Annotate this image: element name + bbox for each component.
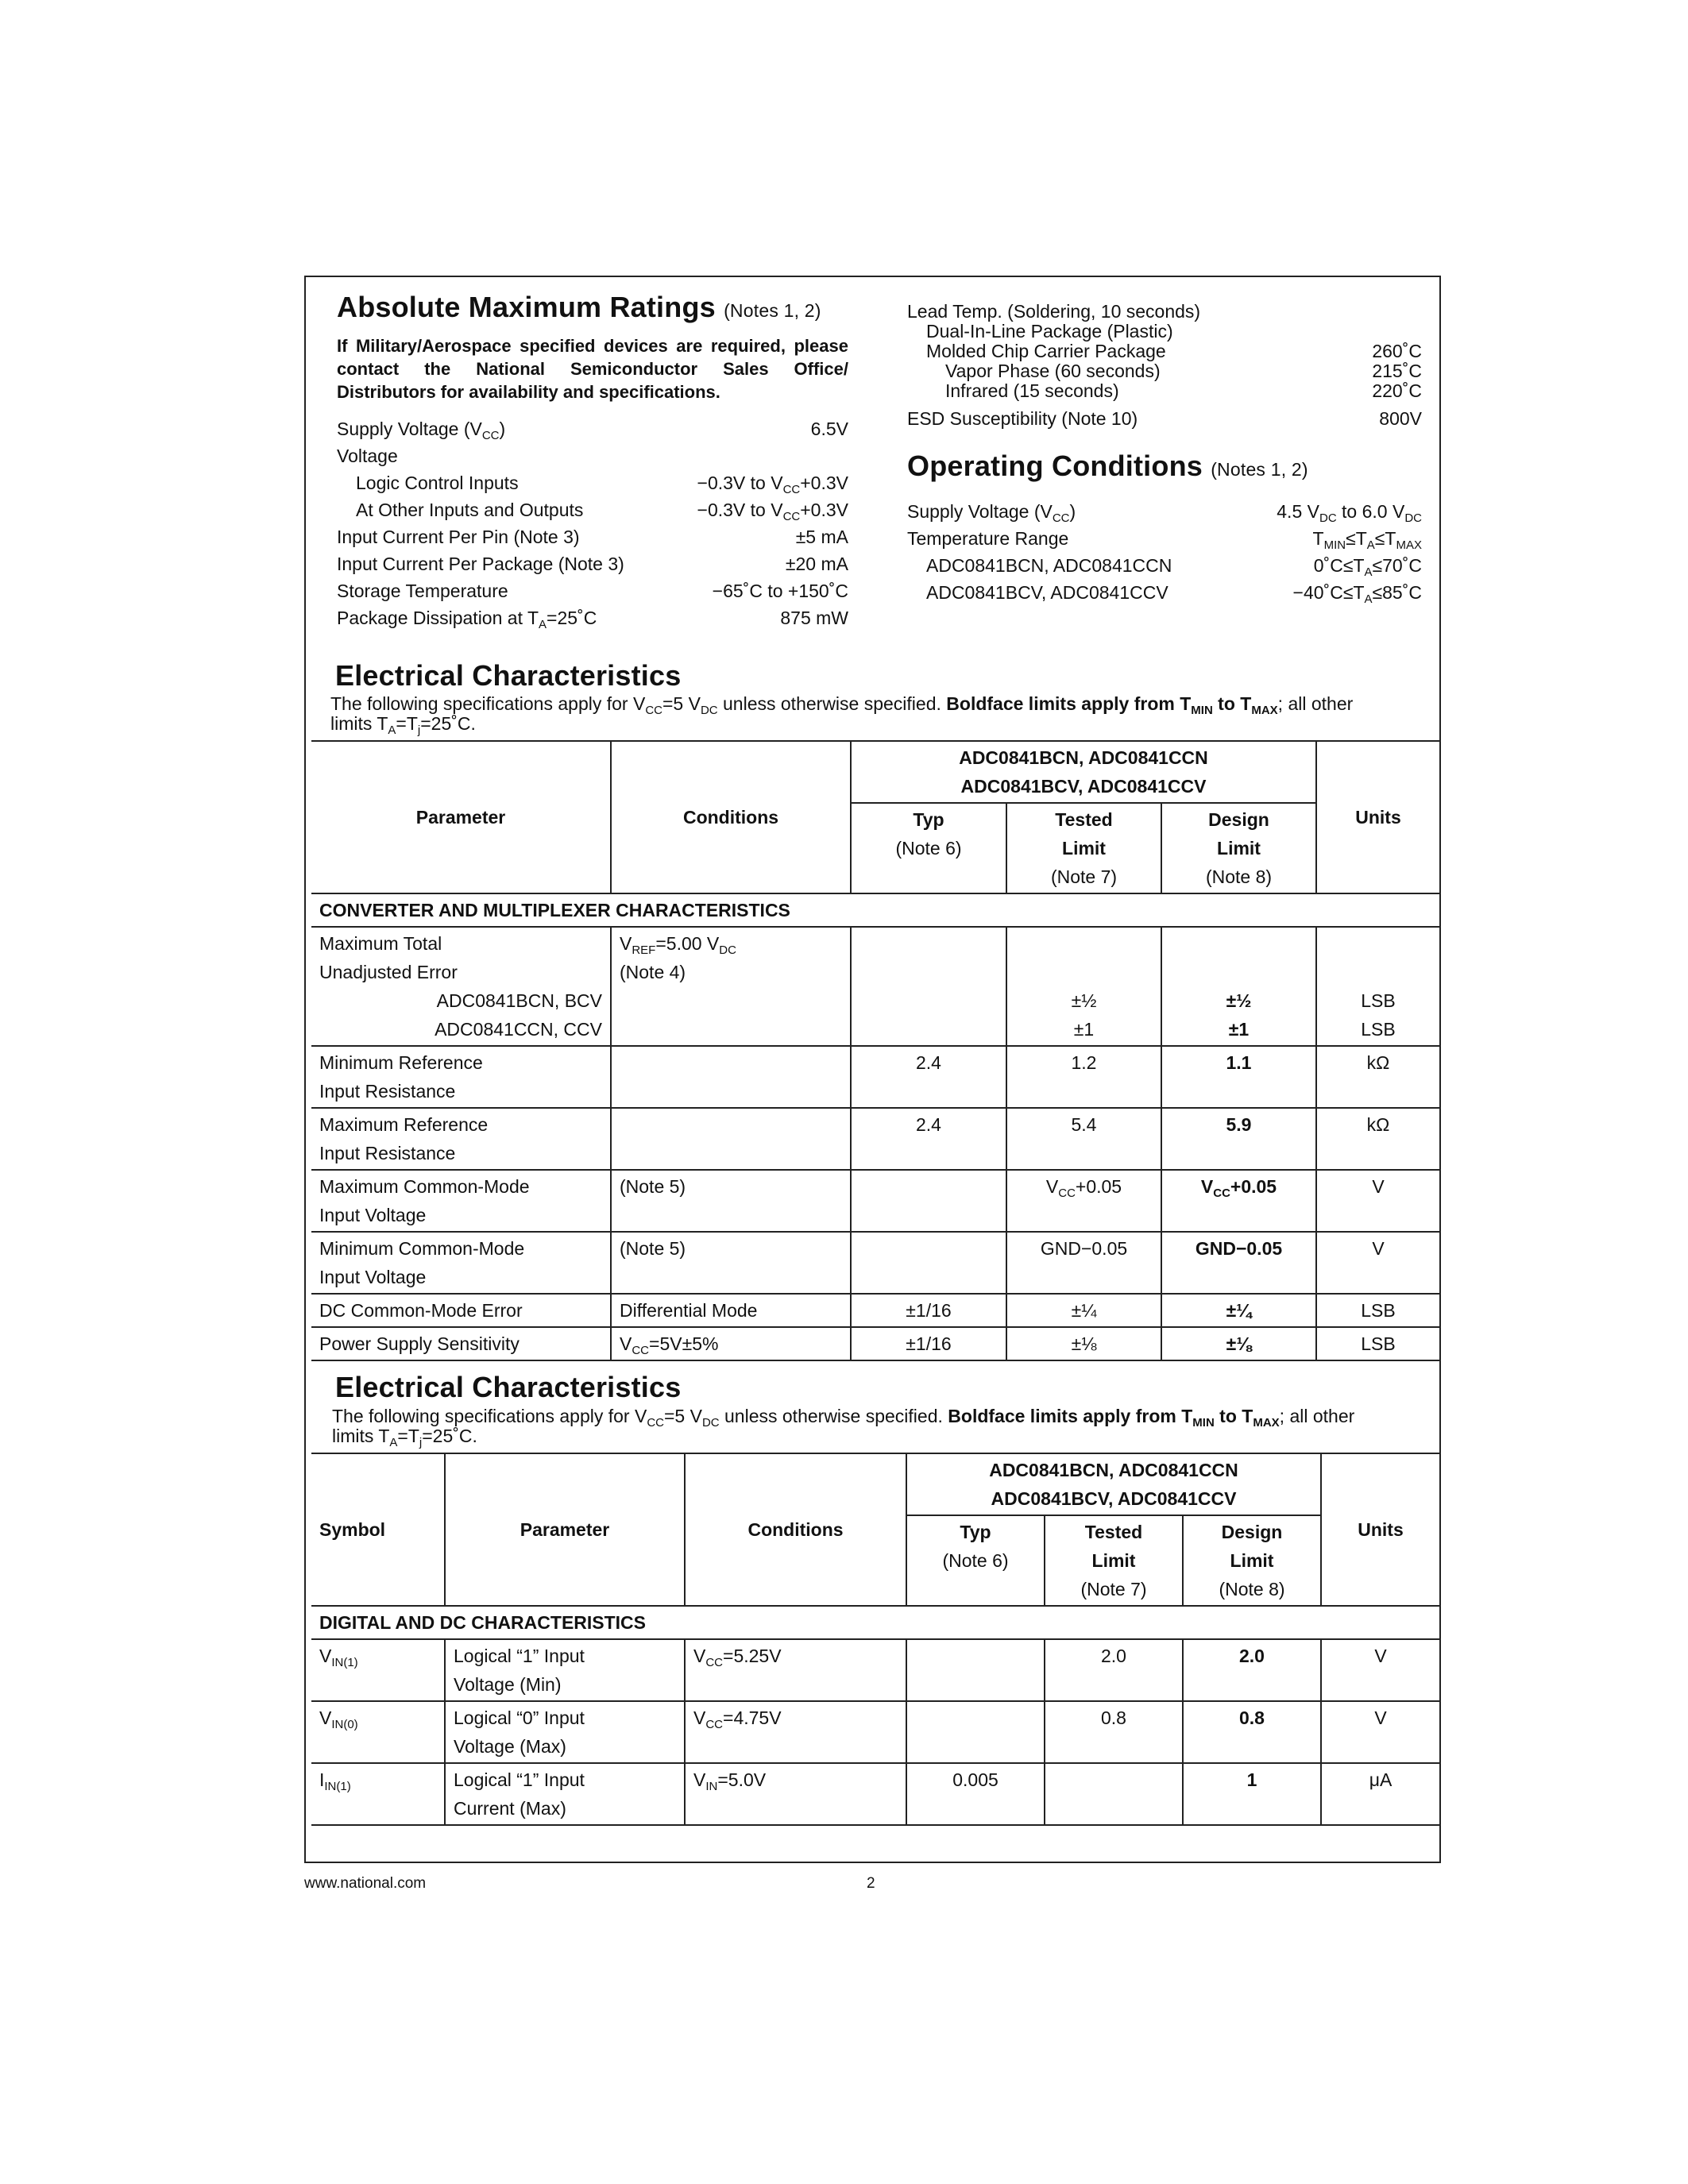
amr-label: Logic Control Inputs [356,473,519,493]
amr-value: 875 mW [780,608,848,628]
table-row: Power Supply Sensitivity $V_{CC}=5V\pm 5\%$ ±1/16 ±⅛ ±⅛ LSB [311,1327,1439,1360]
lead-row: Molded Chip Carrier Package 260˚C [926,341,1422,361]
table-row: Minimum Reference Input Resistance 2.4 1.2 1.1 kΩ [311,1046,1439,1108]
col-parameter: Parameter [445,1453,685,1606]
col-symbol: Symbol [311,1453,445,1606]
lead-row: Lead Temp. (Soldering, 10 seconds) [907,301,1201,322]
amr-value: −0.3V to $V_{CC}+0.3V$ [697,500,848,523]
oc-heading [907,450,1308,483]
lead-row: ESD Susceptibility (Note 10) 800V [907,408,1422,429]
amr-label: Voltage [337,446,398,466]
amr-label: Package Dissipation at $T_A=25˚C$ [337,608,597,631]
amr-notes: (Notes 1, 2) [724,300,821,321]
amr-row [337,523,848,550]
col-design: Design Limit (Note 8) [1161,803,1316,893]
amr-heading [337,291,821,324]
table-row: $V_{IN(0)}$ Logical “0” Input Voltage (Max) $V_{CC}=4.75V$ 0.8 0.8 V [311,1701,1439,1763]
amr-label: Storage Temperature [337,581,508,601]
amr-row [337,442,848,469]
col-parameter: Parameter [311,741,611,893]
ec2-table [311,1453,1439,1861]
amr-list [337,415,848,631]
table-header-row [311,1453,1439,1515]
amr-label: Supply Voltage $(V_{CC})$ [337,419,506,442]
col-group: ADC0841BCN, ADC0841CCN ADC0841BCV, ADC0841CCV [906,1453,1321,1515]
col-typ: Typ (Note 6) [851,803,1006,893]
col-tested: Tested Limit (Note 7) [1006,803,1161,893]
table-row: Maximum Total Unadjusted Error ADC0841BCN, BCV ADC0841CCN, CCV $V_{REF}=5.00$ $V_{DC}$ (Note 4) ±½ ±1 ±½ ±1 LSB LSB [311,927,1439,1046]
section-row: CONVERTER AND MULTIPLEXER CHARACTERISTICS [311,893,1439,927]
oc-list [907,498,1422,606]
oc-row: ADC0841BCN, ADC0841CCN $0˚C\le T_A\le 70˚C$ [926,555,1422,579]
table-row: Minimum Common-Mode Input Voltage (Note 5) GND−0.05 GND−0.05 V [311,1232,1439,1294]
col-typ: Typ (Note 6) [906,1515,1045,1606]
amr-label: Input Current Per Pin (Note 3) [337,527,580,547]
ec2-intro: The following specifications apply for $V_{CC}=5$ $V_{DC}$ unless otherwise specified. Boldface limits apply from $T_{MIN}$ to $T_{MAX}$; all other limits $T_A=T_j=25˚C$. [332,1406,1355,1449]
amr-row [337,577,848,604]
col-group: ADC0841BCN, ADC0841CCN ADC0841BCV, ADC0841CCV [851,741,1316,803]
lead-list [907,302,1422,429]
amr-row [337,550,848,577]
amr-row [337,496,848,523]
amr-label: At Other Inputs and Outputs [356,500,584,520]
footer-page-number: 2 [867,1875,875,1892]
amr-title: Absolute Maximum Ratings [337,291,716,323]
col-design: Design Limit (Note 8) [1183,1515,1321,1606]
oc-title: Operating Conditions [907,450,1203,482]
oc-notes: (Notes 1, 2) [1211,459,1308,480]
lead-row: Infrared (15 seconds) 220˚C [945,380,1422,401]
table-row: DC Common-Mode Error Differential Mode ±1/16 ±¼ ±¼ LSB [311,1294,1439,1327]
ec2-title: Electrical Characteristics [335,1371,682,1403]
lead-row: Vapor Phase (60 seconds) 215˚C [945,361,1422,381]
oc-row: Temperature Range $T_{MIN}\le T_A\le T_{MAX}$ [907,528,1422,552]
lead-row: Dual-In-Line Package (Plastic) [926,321,1173,341]
table-header-row [311,741,1439,803]
col-conditions: Conditions [611,741,851,893]
table-row: Maximum Reference Input Resistance 2.4 5.4 5.9 kΩ [311,1108,1439,1170]
table-row: $V_{IN(1)}$ Logical “1” Input Voltage (Min) $V_{CC}=5.25V$ 2.0 2.0 V [311,1639,1439,1701]
amr-warning: If Military/Aerospace specified devices are required, please contact the National Semiconductor Sales Office/ Distributors for availability and specifications. [337,336,848,402]
oc-row: Supply Voltage $(V_{CC})$ 4.5 $V_{DC}$ to 6.0 $V_{DC}$ [907,501,1422,525]
ec1-table [311,740,1439,1361]
amr-row [337,415,848,442]
ec1-intro: The following specifications apply for $V_{CC}=5$ $V_{DC}$ unless otherwise specified. Boldface limits apply from $T_{MIN}$ to $T_{MAX}$; all other limits $T_A=T_j=25˚C$. [330,693,1354,737]
oc-row: ADC0841BCV, ADC0841CCV $-40˚C\le T_A\le 85˚C$ [926,582,1422,606]
amr-value: 6.5V [810,419,848,439]
col-units: Units [1316,741,1439,893]
table-row: Maximum Common-Mode Input Voltage (Note 5) $V_{CC}+0.05$ $V_{CC}+0.05$ V [311,1170,1439,1232]
amr-value: ±20 mA [785,554,848,574]
col-units: Units [1321,1453,1439,1606]
table-row: $I_{IN(1)}$ Logical “1” Input Current (Max) $V_{IN}=5.0V$ 0.005 1 μA [311,1763,1439,1825]
table-row-empty [311,1825,1439,1861]
amr-value: ±5 mA [795,527,848,547]
col-conditions: Conditions [685,1453,906,1606]
footer-site[interactable]: www.national.com [304,1875,427,1892]
amr-row [337,469,848,496]
col-tested: Tested Limit (Note 7) [1045,1515,1183,1606]
amr-label: Input Current Per Package (Note 3) [337,554,624,574]
ec1-title: Electrical Characteristics [335,659,682,692]
amr-value: −65˚C to +150˚C [712,581,848,601]
amr-value: −0.3V to $V_{CC}+0.3V$ [697,473,848,496]
section-row: DIGITAL AND DC CHARACTERISTICS [311,1606,1439,1639]
amr-row [337,604,848,631]
